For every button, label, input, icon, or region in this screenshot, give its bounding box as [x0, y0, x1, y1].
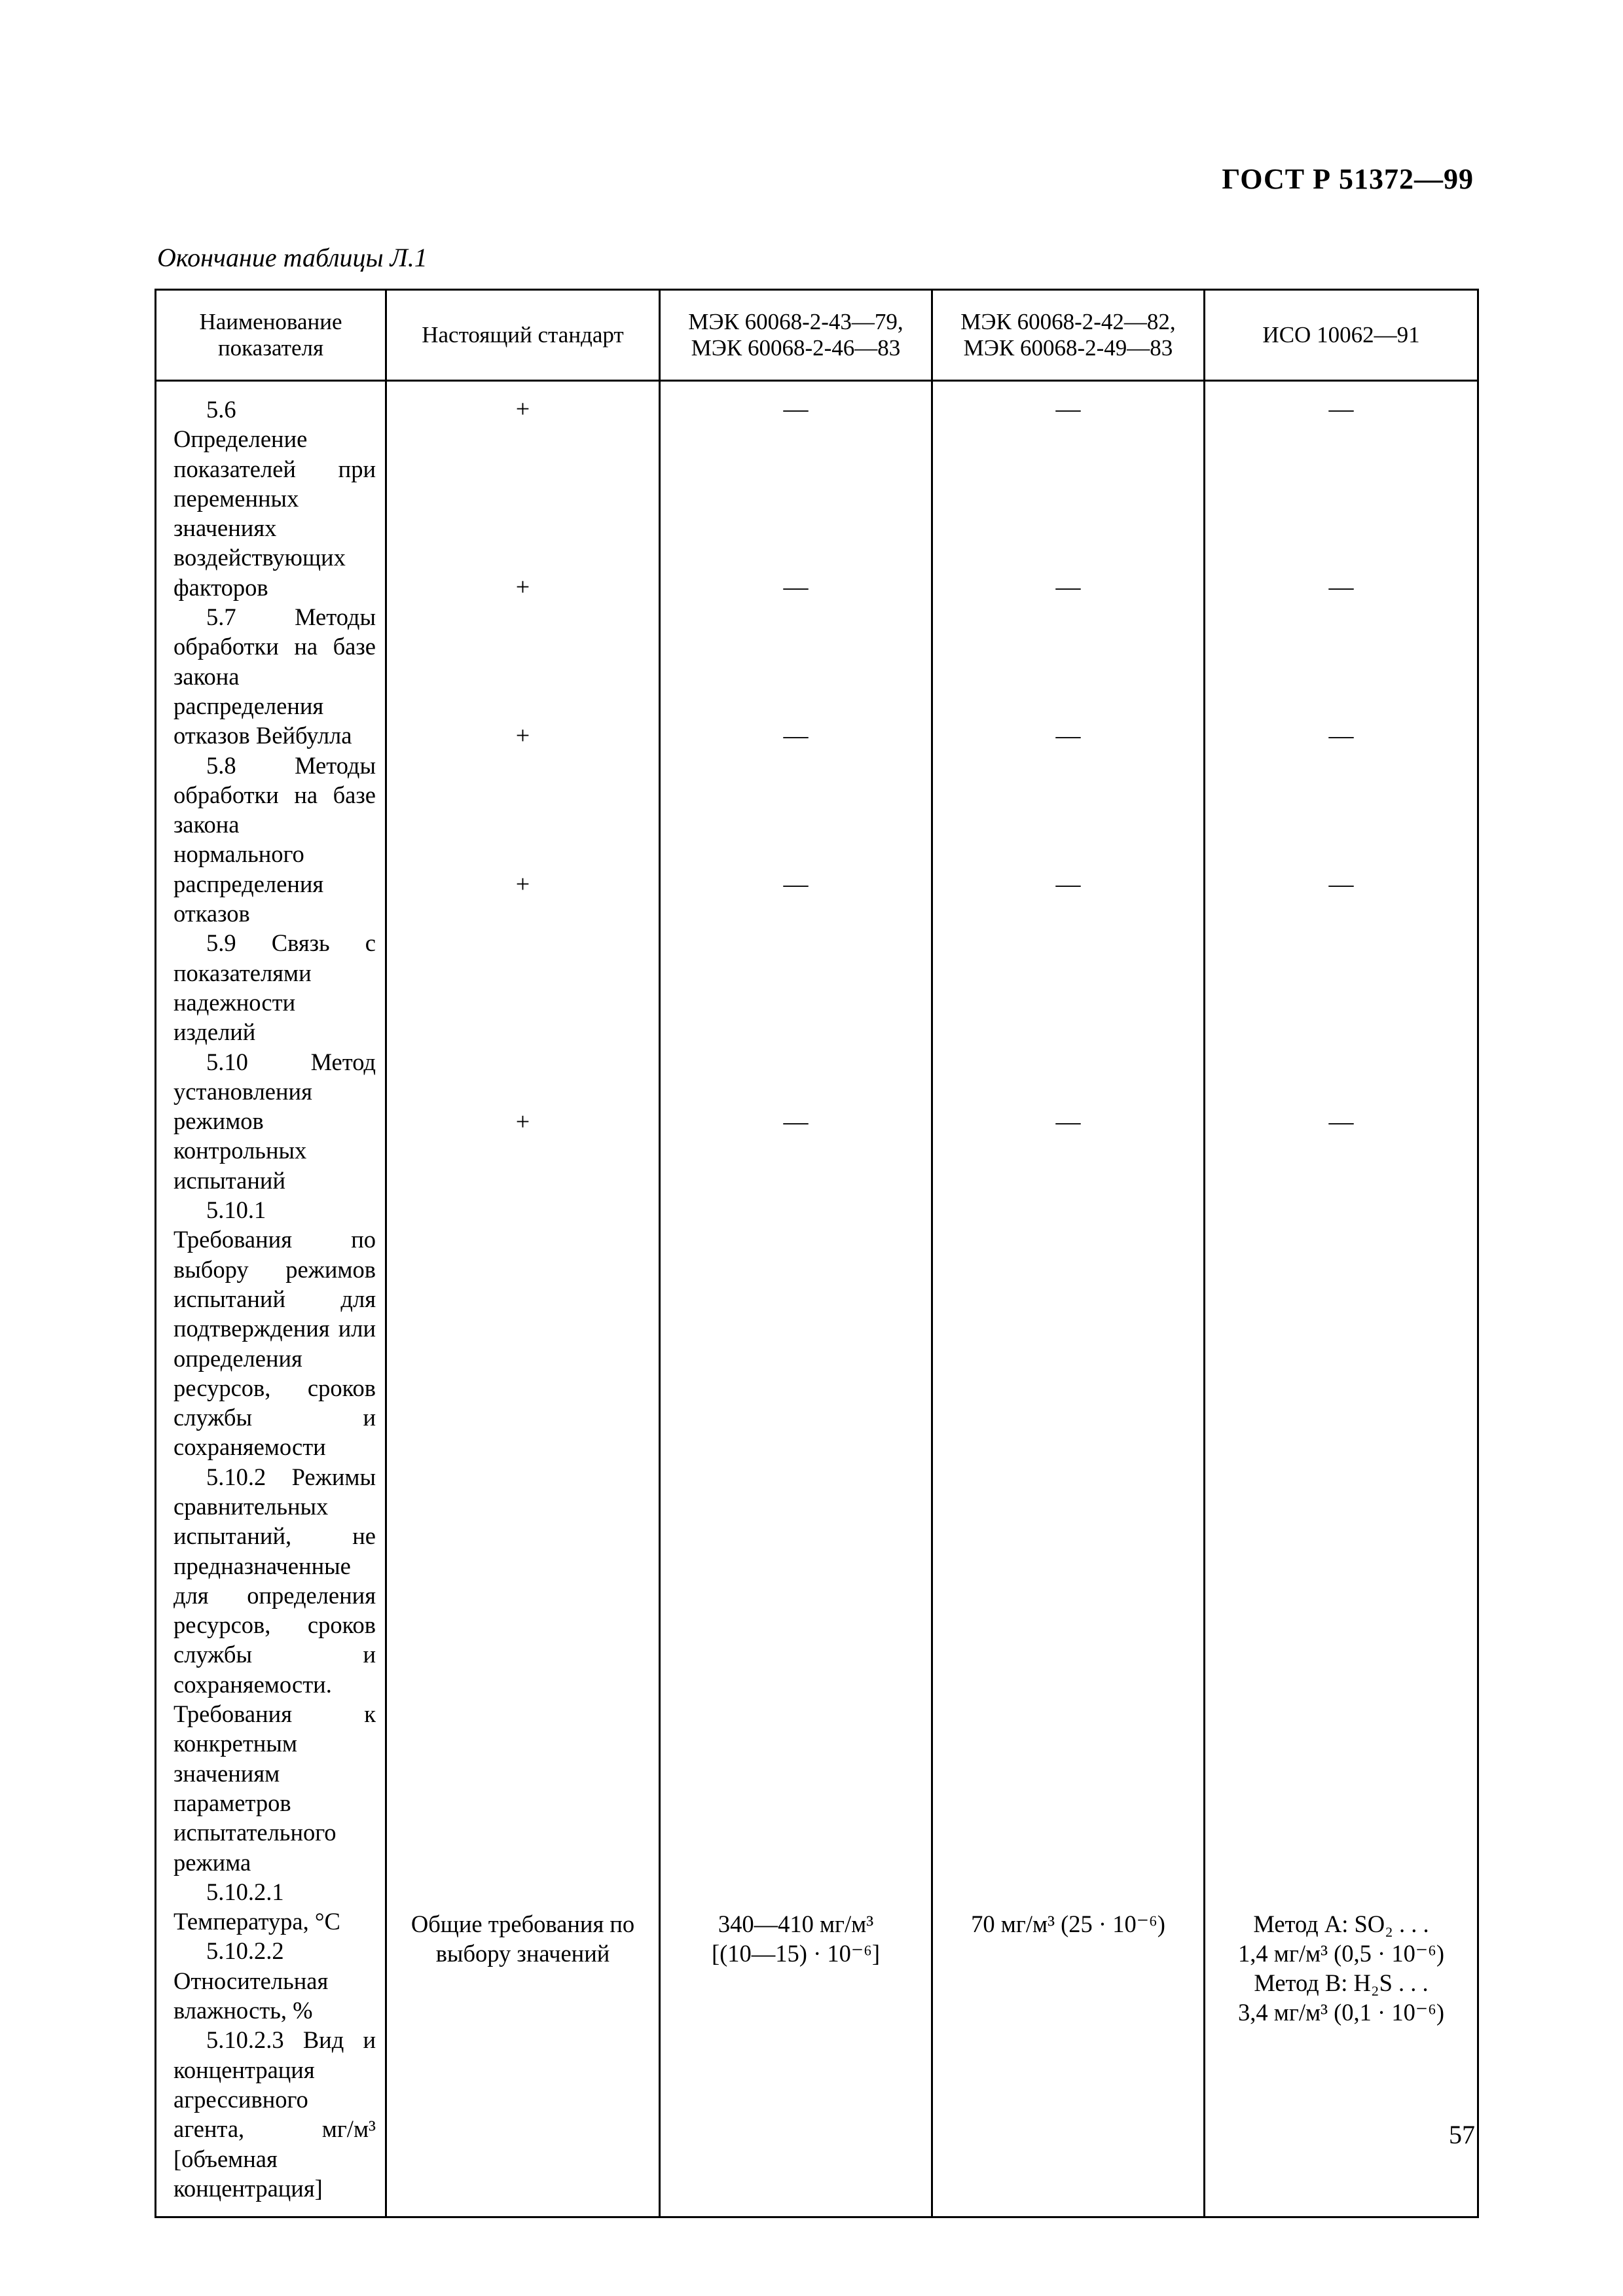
iec-42-49-concentration: 70 мг/м³ (25 · 10⁻⁶)	[971, 1910, 1165, 1937]
dash-mark: —	[1055, 395, 1081, 423]
standard-last-row-value: Общие требования по выбору значений	[410, 1910, 635, 1967]
dash-mark: —	[1328, 870, 1354, 898]
dash-mark: —	[783, 1108, 809, 1136]
entry-5-9: 5.9 Связь с показателями надежности изделий	[173, 929, 376, 1046]
plus-mark-5-8: +	[515, 722, 530, 749]
entry-5-10: 5.10 Метод установления режимов контрольных испытаний	[173, 1048, 376, 1194]
dash-mark: —	[1055, 722, 1081, 749]
entry-5-10-2-3: 5.10.2.3 Вид и концентрация агрессивного агента, мг/м³ [объемная концентрация]	[173, 2026, 376, 2202]
dash-mark: —	[783, 870, 809, 898]
page-number: 57	[1449, 2120, 1475, 2149]
dash-mark: —	[783, 722, 809, 749]
iso-method-a: Метод А: SO₂ . . .	[1253, 1910, 1429, 1937]
iso-method-a-value: 1,4 мг/м³ (0,5 · 10⁻⁶)	[1238, 1940, 1444, 1967]
comparison-table	[155, 289, 1479, 2218]
dash-mark: —	[1055, 870, 1081, 898]
entry-5-10-2-2: 5.10.2.2 Относительная влажность, %	[173, 1937, 329, 2024]
entry-5-10-2-1: 5.10.2.1 Температура, °С	[173, 1878, 340, 1935]
dash-mark: —	[1055, 573, 1081, 601]
indicator-names-cell	[156, 381, 386, 2217]
plus-mark-5-6: +	[515, 395, 530, 423]
iec-43-46-cell	[660, 381, 932, 2217]
table-body-row	[156, 381, 1478, 2217]
dash-mark: —	[1328, 722, 1354, 749]
table-header-row	[156, 290, 1478, 381]
plus-mark-5-7: +	[515, 573, 530, 601]
entry-5-10-2: 5.10.2 Режимы сравнительных испытаний, не предназначенные для определения ресурсов, сроков службы и сохраняемости. Требования к конкретным значениям параметров испытательного режима	[173, 1463, 376, 1876]
header-this-standard: Настоящий стандарт	[386, 290, 660, 381]
plus-mark-5-9: +	[515, 870, 530, 898]
header-indicator-name: Наименование показателя	[156, 290, 386, 381]
document-header-id: ГОСТ Р 51372—99	[1222, 163, 1474, 195]
dash-mark: —	[1055, 1108, 1081, 1136]
iso-method-b-value: 3,4 мг/м³ (0,1 · 10⁻⁶)	[1238, 1999, 1444, 2026]
header-iec-42-49: МЭК 60068-2-42—82, МЭК 60068-2-49—83	[932, 290, 1205, 381]
iec-43-46-volume-fraction: [(10—15) · 10⁻⁶]	[711, 1940, 880, 1967]
entry-5-10-1: 5.10.1 Требования по выбору режимов испытаний для подтверждения или определения ресурсов, сроков службы и сохраняемости	[173, 1196, 376, 1461]
entry-5-7: 5.7 Методы обработки на базе закона распределения отказов Вейбулла	[173, 603, 376, 749]
plus-mark-5-10-1: +	[515, 1108, 530, 1136]
iso-method-b: Метод В: H₂S . . .	[1254, 1969, 1429, 1996]
header-iso-10062: ИСО 10062—91	[1205, 290, 1478, 381]
dash-mark: —	[783, 395, 809, 423]
dash-mark: —	[1328, 1108, 1354, 1136]
header-iec-43-46: МЭК 60068-2-43—79, МЭК 60068-2-46—83	[660, 290, 932, 381]
entry-5-6: 5.6 Определение показателей при переменных значениях воздействующих факторов	[173, 396, 376, 601]
dash-mark: —	[1328, 573, 1354, 601]
iso-10062-cell	[1205, 381, 1478, 2217]
iec-42-49-cell	[932, 381, 1205, 2217]
iec-43-46-concentration: 340—410 мг/м³	[718, 1910, 874, 1937]
table-caption: Окончание таблицы Л.1	[157, 243, 428, 272]
dash-mark: —	[1328, 395, 1354, 423]
dash-mark: —	[783, 573, 809, 601]
entry-5-8: 5.8 Методы обработки на базе закона нормального распределения отказов	[173, 751, 376, 927]
this-standard-cell	[386, 381, 660, 2217]
